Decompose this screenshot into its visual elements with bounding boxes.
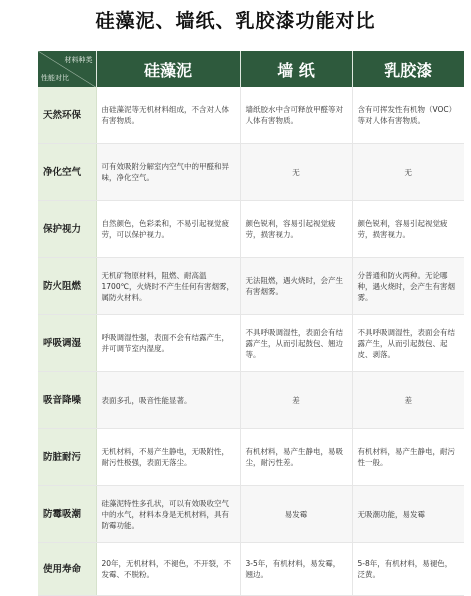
table-row — [38, 486, 464, 543]
row-category: 保护视力 — [38, 201, 96, 258]
cell-diatom-mud: 硅藻泥特性多孔状，可以有效吸收空气中的水气，材料本身是无机材料，具有防霉功能。 — [96, 486, 240, 543]
cell-latex-paint: 差 — [352, 372, 464, 429]
comparison-table — [38, 51, 464, 596]
cell-wallpaper: 不具呼吸调湿性，表面会有结露产生，从而引起鼓包、翘边等。 — [240, 315, 352, 372]
header-corner-top: 材料种类 — [64, 56, 93, 64]
row-category: 防火阻燃 — [38, 258, 96, 315]
cell-wallpaper: 差 — [240, 372, 352, 429]
cell-latex-paint: 5-8年，有机材料，易褪色，泛黄。 — [352, 543, 464, 596]
cell-latex-paint: 颜色锐利，容易引起视觉疲劳，损害视力。 — [352, 201, 464, 258]
header-latex-paint: 乳胶漆 — [352, 51, 464, 87]
cell-diatom-mud: 无机材料，不易产生静电，无吸附性，耐污性极强，表面无落尘。 — [96, 429, 240, 486]
row-category: 净化空气 — [38, 144, 96, 201]
cell-latex-paint: 含有可挥发性有机物（VOC）等对人体有害物质。 — [352, 87, 464, 144]
header-corner-bottom: 性能对比 — [41, 74, 69, 82]
cell-diatom-mud: 表面多孔，吸音性能显著。 — [96, 372, 240, 429]
cell-latex-paint: 分普通和防火两种。无论哪种，遇火烧时，会产生有害烟雾。 — [352, 258, 464, 315]
table-row — [38, 144, 464, 201]
cell-latex-paint: 有机材料，易产生静电，耐污性一般。 — [352, 429, 464, 486]
row-category: 防脏耐污 — [38, 429, 96, 486]
table-row — [38, 87, 464, 144]
table-row — [38, 372, 464, 429]
row-category: 天然环保 — [38, 87, 96, 144]
cell-wallpaper: 无法阻燃，遇火烧时，会产生有害烟雾。 — [240, 258, 352, 315]
header-diatom-mud: 硅藻泥 — [96, 51, 240, 87]
row-category: 使用寿命 — [38, 543, 96, 596]
cell-diatom-mud: 呼吸调湿性强，表面不会有结露产生，并可调节室内湿度。 — [96, 315, 240, 372]
cell-diatom-mud: 自然颜色，色彩柔和，不易引起视觉疲劳，可以保护视力。 — [96, 201, 240, 258]
header-wallpaper: 墙 纸 — [240, 51, 352, 87]
row-category: 防霉吸潮 — [38, 486, 96, 543]
row-category: 吸音降噪 — [38, 372, 96, 429]
header-row — [38, 51, 464, 87]
cell-wallpaper: 墙纸胶水中含可释放甲醛等对人体有害物质。 — [240, 87, 352, 144]
cell-wallpaper: 颜色锐利，容易引起视觉疲劳，损害视力。 — [240, 201, 352, 258]
cell-latex-paint: 无吸潮功能，易发霉 — [352, 486, 464, 543]
cell-diatom-mud: 无机矿物原材料，阻燃、耐高温1700℃，火烧时不产生任何有害烟雾，属防火材料。 — [96, 258, 240, 315]
table-row — [38, 258, 464, 315]
table-row — [38, 315, 464, 372]
cell-diatom-mud: 可有效吸附分解室内空气中的甲醛和异味，净化空气。 — [96, 144, 240, 201]
page-title: 硅藻泥、墙纸、乳胶漆功能对比 — [95, 10, 376, 32]
cell-wallpaper: 易发霉 — [240, 486, 352, 543]
cell-wallpaper: 无 — [240, 144, 352, 201]
cell-latex-paint: 不具呼吸调湿性，表面会有结露产生，从而引起鼓包、起皮、剥落。 — [352, 315, 464, 372]
table-row — [38, 201, 464, 258]
header-corner-cell — [38, 51, 96, 87]
cell-wallpaper: 有机材料，易产生静电，易吸尘，耐污性差。 — [240, 429, 352, 486]
cell-diatom-mud: 20年，无机材料，不褪色，不开裂，不发霉、不脱粉。 — [96, 543, 240, 596]
cell-diatom-mud: 由硅藻泥等无机材料组成，不含对人体有害物质。 — [96, 87, 240, 144]
cell-wallpaper: 3-5年，有机材料，易发霉，翘边。 — [240, 543, 352, 596]
row-category: 呼吸调湿 — [38, 315, 96, 372]
cell-latex-paint: 无 — [352, 144, 464, 201]
table-row — [38, 429, 464, 486]
table-row — [38, 543, 464, 596]
